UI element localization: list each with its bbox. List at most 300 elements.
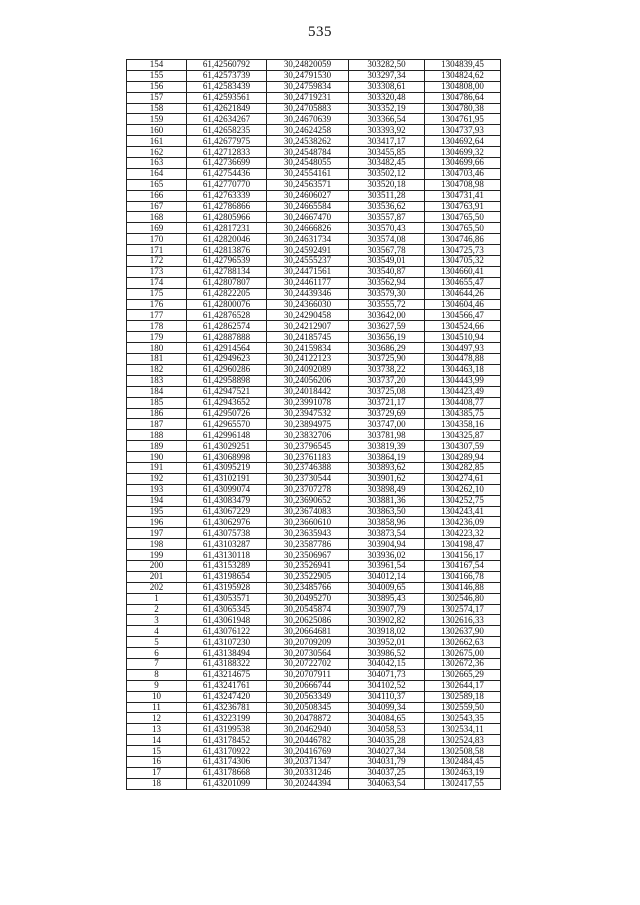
- x-coordinate-cell: 303366,54: [349, 114, 425, 125]
- y-coordinate-cell: 1304274,61: [425, 473, 501, 484]
- point-number-cell: 156: [127, 81, 187, 92]
- point-number-cell: 8: [127, 669, 187, 680]
- latitude-cell: 61,42677975: [187, 136, 267, 147]
- x-coordinate-cell: 303898,49: [349, 484, 425, 495]
- longitude-cell: 30,24548784: [267, 147, 349, 158]
- y-coordinate-cell: 1304478,88: [425, 354, 501, 365]
- longitude-cell: 30,24592491: [267, 245, 349, 256]
- table-row: [127, 147, 501, 158]
- x-coordinate-cell: 303520,18: [349, 179, 425, 190]
- table-row: [127, 408, 501, 419]
- point-number-cell: 199: [127, 550, 187, 561]
- point-number-cell: 3: [127, 615, 187, 626]
- table-row: [127, 397, 501, 408]
- x-coordinate-cell: 303881,36: [349, 495, 425, 506]
- y-coordinate-cell: 1304408,77: [425, 397, 501, 408]
- point-number-cell: 187: [127, 419, 187, 430]
- x-coordinate-cell: 304063,54: [349, 778, 425, 789]
- latitude-cell: 61,43138494: [187, 648, 267, 659]
- y-coordinate-cell: 1302417,55: [425, 778, 501, 789]
- x-coordinate-cell: 304071,73: [349, 669, 425, 680]
- x-coordinate-cell: 304058,53: [349, 724, 425, 735]
- x-coordinate-cell: 304031,79: [349, 757, 425, 768]
- x-coordinate-cell: 303549,01: [349, 256, 425, 267]
- x-coordinate-cell: 303893,62: [349, 462, 425, 473]
- y-coordinate-cell: 1304699,66: [425, 158, 501, 169]
- latitude-cell: 61,42770770: [187, 179, 267, 190]
- x-coordinate-cell: 303642,00: [349, 310, 425, 321]
- table-row: [127, 223, 501, 234]
- x-coordinate-cell: 303320,48: [349, 92, 425, 103]
- y-coordinate-cell: 1302637,90: [425, 626, 501, 637]
- table-row: [127, 299, 501, 310]
- point-number-cell: 189: [127, 441, 187, 452]
- y-coordinate-cell: 1304824,62: [425, 70, 501, 81]
- x-coordinate-cell: 303901,62: [349, 473, 425, 484]
- longitude-cell: 30,24366030: [267, 299, 349, 310]
- point-number-cell: 192: [127, 473, 187, 484]
- x-coordinate-cell: 303555,72: [349, 299, 425, 310]
- table-row: [127, 735, 501, 746]
- y-coordinate-cell: 1302524,83: [425, 735, 501, 746]
- longitude-cell: 30,23796545: [267, 441, 349, 452]
- point-number-cell: 155: [127, 70, 187, 81]
- x-coordinate-cell: 303907,79: [349, 604, 425, 615]
- y-coordinate-cell: 1302546,80: [425, 593, 501, 604]
- longitude-cell: 30,23674083: [267, 506, 349, 517]
- latitude-cell: 61,42754436: [187, 168, 267, 179]
- x-coordinate-cell: 303819,39: [349, 441, 425, 452]
- longitude-cell: 30,24159834: [267, 343, 349, 354]
- point-number-cell: 171: [127, 245, 187, 256]
- longitude-cell: 30,24092089: [267, 364, 349, 375]
- table-row: [127, 114, 501, 125]
- x-coordinate-cell: 303502,12: [349, 168, 425, 179]
- table-row: [127, 288, 501, 299]
- table-row: [127, 637, 501, 648]
- y-coordinate-cell: 1304243,41: [425, 506, 501, 517]
- longitude-cell: 30,20722702: [267, 658, 349, 669]
- longitude-cell: 30,24705883: [267, 103, 349, 114]
- y-coordinate-cell: 1304282,85: [425, 462, 501, 473]
- latitude-cell: 61,43247420: [187, 691, 267, 702]
- longitude-cell: 30,23690652: [267, 495, 349, 506]
- point-number-cell: 167: [127, 201, 187, 212]
- table-row: [127, 462, 501, 473]
- latitude-cell: 61,42763339: [187, 190, 267, 201]
- table-row: [127, 658, 501, 669]
- point-number-cell: 162: [127, 147, 187, 158]
- point-number-cell: 186: [127, 408, 187, 419]
- y-coordinate-cell: 1304786,64: [425, 92, 501, 103]
- x-coordinate-cell: 303574,08: [349, 234, 425, 245]
- latitude-cell: 61,43099074: [187, 484, 267, 495]
- longitude-cell: 30,24624258: [267, 125, 349, 136]
- table-row: [127, 560, 501, 571]
- longitude-cell: 30,24631734: [267, 234, 349, 245]
- longitude-cell: 30,20244394: [267, 778, 349, 789]
- table-row: [127, 190, 501, 201]
- latitude-cell: 61,43062976: [187, 517, 267, 528]
- x-coordinate-cell: 303781,98: [349, 430, 425, 441]
- table-row: [127, 724, 501, 735]
- latitude-cell: 61,43188322: [187, 658, 267, 669]
- latitude-cell: 61,43095219: [187, 462, 267, 473]
- latitude-cell: 61,43199538: [187, 724, 267, 735]
- table-row: [127, 746, 501, 757]
- table-row: [127, 539, 501, 550]
- point-number-cell: 173: [127, 266, 187, 277]
- latitude-cell: 61,42822205: [187, 288, 267, 299]
- longitude-cell: 30,23635943: [267, 528, 349, 539]
- y-coordinate-cell: 1302484,45: [425, 757, 501, 768]
- x-coordinate-cell: 303557,87: [349, 212, 425, 223]
- point-number-cell: 161: [127, 136, 187, 147]
- table-row: [127, 60, 501, 71]
- latitude-cell: 61,43223199: [187, 713, 267, 724]
- x-coordinate-cell: 303895,43: [349, 593, 425, 604]
- x-coordinate-cell: 303308,61: [349, 81, 425, 92]
- latitude-cell: 61,43053571: [187, 593, 267, 604]
- point-number-cell: 18: [127, 778, 187, 789]
- x-coordinate-cell: 303540,87: [349, 266, 425, 277]
- longitude-cell: 30,24548055: [267, 158, 349, 169]
- longitude-cell: 30,20416769: [267, 746, 349, 757]
- y-coordinate-cell: 1304510,94: [425, 332, 501, 343]
- latitude-cell: 61,42947521: [187, 386, 267, 397]
- x-coordinate-cell: 303482,45: [349, 158, 425, 169]
- x-coordinate-cell: 304012,14: [349, 571, 425, 582]
- table-row: [127, 364, 501, 375]
- x-coordinate-cell: 303282,50: [349, 60, 425, 71]
- table-row: [127, 702, 501, 713]
- y-coordinate-cell: 1304198,47: [425, 539, 501, 550]
- point-number-cell: 172: [127, 256, 187, 267]
- y-coordinate-cell: 1304385,75: [425, 408, 501, 419]
- x-coordinate-cell: 303579,30: [349, 288, 425, 299]
- point-number-cell: 12: [127, 713, 187, 724]
- latitude-cell: 61,43153289: [187, 560, 267, 571]
- longitude-cell: 30,23746388: [267, 462, 349, 473]
- table-row: [127, 778, 501, 789]
- y-coordinate-cell: 1304725,73: [425, 245, 501, 256]
- latitude-cell: 61,43195928: [187, 582, 267, 593]
- longitude-cell: 30,24719231: [267, 92, 349, 103]
- y-coordinate-cell: 1304703,46: [425, 168, 501, 179]
- point-number-cell: 184: [127, 386, 187, 397]
- latitude-cell: 61,43065345: [187, 604, 267, 615]
- longitude-cell: 30,23660610: [267, 517, 349, 528]
- point-number-cell: 4: [127, 626, 187, 637]
- point-number-cell: 193: [127, 484, 187, 495]
- table-row: [127, 81, 501, 92]
- point-number-cell: 178: [127, 321, 187, 332]
- y-coordinate-cell: 1302644,17: [425, 680, 501, 691]
- point-number-cell: 183: [127, 375, 187, 386]
- latitude-cell: 61,42958898: [187, 375, 267, 386]
- latitude-cell: 61,42560792: [187, 60, 267, 71]
- point-number-cell: 185: [127, 397, 187, 408]
- y-coordinate-cell: 1304307,59: [425, 441, 501, 452]
- longitude-cell: 30,23707278: [267, 484, 349, 495]
- point-number-cell: 157: [127, 92, 187, 103]
- table-row: [127, 92, 501, 103]
- latitude-cell: 61,42862574: [187, 321, 267, 332]
- table-row: [127, 310, 501, 321]
- y-coordinate-cell: 1304497,93: [425, 343, 501, 354]
- point-number-cell: 14: [127, 735, 187, 746]
- y-coordinate-cell: 1302672,36: [425, 658, 501, 669]
- longitude-cell: 30,24666826: [267, 223, 349, 234]
- point-number-cell: 177: [127, 310, 187, 321]
- longitude-cell: 30,24665584: [267, 201, 349, 212]
- x-coordinate-cell: 303904,94: [349, 539, 425, 550]
- latitude-cell: 61,42965570: [187, 419, 267, 430]
- point-number-cell: 175: [127, 288, 187, 299]
- coordinates-table: [126, 59, 501, 790]
- longitude-cell: 30,20625086: [267, 615, 349, 626]
- x-coordinate-cell: 303656,19: [349, 332, 425, 343]
- latitude-cell: 61,43241761: [187, 680, 267, 691]
- longitude-cell: 30,23522905: [267, 571, 349, 582]
- longitude-cell: 30,23894975: [267, 419, 349, 430]
- y-coordinate-cell: 1302574,17: [425, 604, 501, 615]
- latitude-cell: 61,43198654: [187, 571, 267, 582]
- x-coordinate-cell: 303511,28: [349, 190, 425, 201]
- longitude-cell: 30,24791530: [267, 70, 349, 81]
- longitude-cell: 30,24185745: [267, 332, 349, 343]
- y-coordinate-cell: 1304839,45: [425, 60, 501, 71]
- x-coordinate-cell: 303747,00: [349, 419, 425, 430]
- y-coordinate-cell: 1304746,86: [425, 234, 501, 245]
- point-number-cell: 159: [127, 114, 187, 125]
- point-number-cell: 170: [127, 234, 187, 245]
- y-coordinate-cell: 1304423,49: [425, 386, 501, 397]
- point-number-cell: 202: [127, 582, 187, 593]
- latitude-cell: 61,43170922: [187, 746, 267, 757]
- y-coordinate-cell: 1304146,88: [425, 582, 501, 593]
- table-row: [127, 473, 501, 484]
- x-coordinate-cell: 303686,29: [349, 343, 425, 354]
- point-number-cell: 201: [127, 571, 187, 582]
- x-coordinate-cell: 303961,54: [349, 560, 425, 571]
- table-row: [127, 517, 501, 528]
- y-coordinate-cell: 1302534,11: [425, 724, 501, 735]
- latitude-cell: 61,42950726: [187, 408, 267, 419]
- table-row: [127, 277, 501, 288]
- table-row: [127, 506, 501, 517]
- y-coordinate-cell: 1304808,00: [425, 81, 501, 92]
- latitude-cell: 61,42800076: [187, 299, 267, 310]
- latitude-cell: 61,42805966: [187, 212, 267, 223]
- point-number-cell: 195: [127, 506, 187, 517]
- point-number-cell: 6: [127, 648, 187, 659]
- latitude-cell: 61,42736699: [187, 158, 267, 169]
- point-number-cell: 163: [127, 158, 187, 169]
- x-coordinate-cell: 304099,34: [349, 702, 425, 713]
- longitude-cell: 30,23526941: [267, 560, 349, 571]
- table-row: [127, 245, 501, 256]
- x-coordinate-cell: 303297,34: [349, 70, 425, 81]
- longitude-cell: 30,24212907: [267, 321, 349, 332]
- longitude-cell: 30,24667470: [267, 212, 349, 223]
- latitude-cell: 61,42796539: [187, 256, 267, 267]
- point-number-cell: 174: [127, 277, 187, 288]
- latitude-cell: 61,43067229: [187, 506, 267, 517]
- longitude-cell: 30,24554161: [267, 168, 349, 179]
- y-coordinate-cell: 1304166,78: [425, 571, 501, 582]
- latitude-cell: 61,42817231: [187, 223, 267, 234]
- table-row: [127, 179, 501, 190]
- point-number-cell: 169: [127, 223, 187, 234]
- latitude-cell: 61,43075738: [187, 528, 267, 539]
- latitude-cell: 61,42634267: [187, 114, 267, 125]
- latitude-cell: 61,42712833: [187, 147, 267, 158]
- y-coordinate-cell: 1304765,50: [425, 212, 501, 223]
- y-coordinate-cell: 1302665,29: [425, 669, 501, 680]
- longitude-cell: 30,20331246: [267, 767, 349, 778]
- point-number-cell: 5: [127, 637, 187, 648]
- longitude-cell: 30,20563349: [267, 691, 349, 702]
- point-number-cell: 179: [127, 332, 187, 343]
- table-row: [127, 266, 501, 277]
- y-coordinate-cell: 1304692,64: [425, 136, 501, 147]
- longitude-cell: 30,24461177: [267, 277, 349, 288]
- longitude-cell: 30,20446782: [267, 735, 349, 746]
- point-number-cell: 190: [127, 452, 187, 463]
- latitude-cell: 61,43178452: [187, 735, 267, 746]
- longitude-cell: 30,20730564: [267, 648, 349, 659]
- point-number-cell: 9: [127, 680, 187, 691]
- x-coordinate-cell: 303952,01: [349, 637, 425, 648]
- y-coordinate-cell: 1304156,17: [425, 550, 501, 561]
- y-coordinate-cell: 1304358,16: [425, 419, 501, 430]
- table-row: [127, 582, 501, 593]
- table-row: [127, 168, 501, 179]
- table-row: [127, 680, 501, 691]
- point-number-cell: 17: [127, 767, 187, 778]
- point-number-cell: 1: [127, 593, 187, 604]
- table-row: [127, 430, 501, 441]
- latitude-cell: 61,42583439: [187, 81, 267, 92]
- table-row: [127, 70, 501, 81]
- longitude-cell: 30,20666744: [267, 680, 349, 691]
- latitude-cell: 61,42960286: [187, 364, 267, 375]
- y-coordinate-cell: 1304731,41: [425, 190, 501, 201]
- latitude-cell: 61,43083479: [187, 495, 267, 506]
- point-number-cell: 198: [127, 539, 187, 550]
- latitude-cell: 61,43103287: [187, 539, 267, 550]
- point-number-cell: 181: [127, 354, 187, 365]
- longitude-cell: 30,23947532: [267, 408, 349, 419]
- y-coordinate-cell: 1304325,87: [425, 430, 501, 441]
- table-row: [127, 669, 501, 680]
- latitude-cell: 61,43130118: [187, 550, 267, 561]
- point-number-cell: 164: [127, 168, 187, 179]
- longitude-cell: 30,20508345: [267, 702, 349, 713]
- table-row: [127, 550, 501, 561]
- y-coordinate-cell: 1304761,95: [425, 114, 501, 125]
- table-row: [127, 648, 501, 659]
- x-coordinate-cell: 304035,28: [349, 735, 425, 746]
- latitude-cell: 61,42876528: [187, 310, 267, 321]
- longitude-cell: 30,20371347: [267, 757, 349, 768]
- table-row: [127, 691, 501, 702]
- longitude-cell: 30,23506967: [267, 550, 349, 561]
- longitude-cell: 30,24670639: [267, 114, 349, 125]
- x-coordinate-cell: 304042,15: [349, 658, 425, 669]
- latitude-cell: 61,42788134: [187, 266, 267, 277]
- table-row: [127, 484, 501, 495]
- y-coordinate-cell: 1302463,19: [425, 767, 501, 778]
- x-coordinate-cell: 303729,69: [349, 408, 425, 419]
- longitude-cell: 30,20478872: [267, 713, 349, 724]
- table-row: [127, 343, 501, 354]
- point-number-cell: 10: [127, 691, 187, 702]
- table-row: [127, 419, 501, 430]
- x-coordinate-cell: 303737,20: [349, 375, 425, 386]
- latitude-cell: 61,43068998: [187, 452, 267, 463]
- longitude-cell: 30,24820059: [267, 60, 349, 71]
- x-coordinate-cell: 303570,43: [349, 223, 425, 234]
- table-row: [127, 757, 501, 768]
- longitude-cell: 30,24471561: [267, 266, 349, 277]
- y-coordinate-cell: 1304236,09: [425, 517, 501, 528]
- longitude-cell: 30,20462940: [267, 724, 349, 735]
- longitude-cell: 30,24538262: [267, 136, 349, 147]
- point-number-cell: 160: [127, 125, 187, 136]
- longitude-cell: 30,23730544: [267, 473, 349, 484]
- longitude-cell: 30,20545874: [267, 604, 349, 615]
- latitude-cell: 61,42887888: [187, 332, 267, 343]
- longitude-cell: 30,20664681: [267, 626, 349, 637]
- y-coordinate-cell: 1304289,94: [425, 452, 501, 463]
- latitude-cell: 61,42807807: [187, 277, 267, 288]
- y-coordinate-cell: 1304780,38: [425, 103, 501, 114]
- latitude-cell: 61,42621849: [187, 103, 267, 114]
- point-number-cell: 11: [127, 702, 187, 713]
- latitude-cell: 61,42949623: [187, 354, 267, 365]
- latitude-cell: 61,43236781: [187, 702, 267, 713]
- x-coordinate-cell: 304037,25: [349, 767, 425, 778]
- table-row: [127, 158, 501, 169]
- x-coordinate-cell: 304027,34: [349, 746, 425, 757]
- x-coordinate-cell: 304084,65: [349, 713, 425, 724]
- y-coordinate-cell: 1304167,54: [425, 560, 501, 571]
- table-row: [127, 354, 501, 365]
- y-coordinate-cell: 1304699,32: [425, 147, 501, 158]
- table-row: [127, 626, 501, 637]
- latitude-cell: 61,42658235: [187, 125, 267, 136]
- y-coordinate-cell: 1304443,99: [425, 375, 501, 386]
- y-coordinate-cell: 1304737,93: [425, 125, 501, 136]
- table-row: [127, 103, 501, 114]
- longitude-cell: 30,23832706: [267, 430, 349, 441]
- x-coordinate-cell: 303627,59: [349, 321, 425, 332]
- table-row: [127, 593, 501, 604]
- point-number-cell: 7: [127, 658, 187, 669]
- x-coordinate-cell: 303721,17: [349, 397, 425, 408]
- point-number-cell: 194: [127, 495, 187, 506]
- table-row: [127, 375, 501, 386]
- x-coordinate-cell: 303562,94: [349, 277, 425, 288]
- y-coordinate-cell: 1304463,18: [425, 364, 501, 375]
- y-coordinate-cell: 1304708,98: [425, 179, 501, 190]
- x-coordinate-cell: 303352,19: [349, 103, 425, 114]
- x-coordinate-cell: 303725,08: [349, 386, 425, 397]
- latitude-cell: 61,42914564: [187, 343, 267, 354]
- y-coordinate-cell: 1304765,50: [425, 223, 501, 234]
